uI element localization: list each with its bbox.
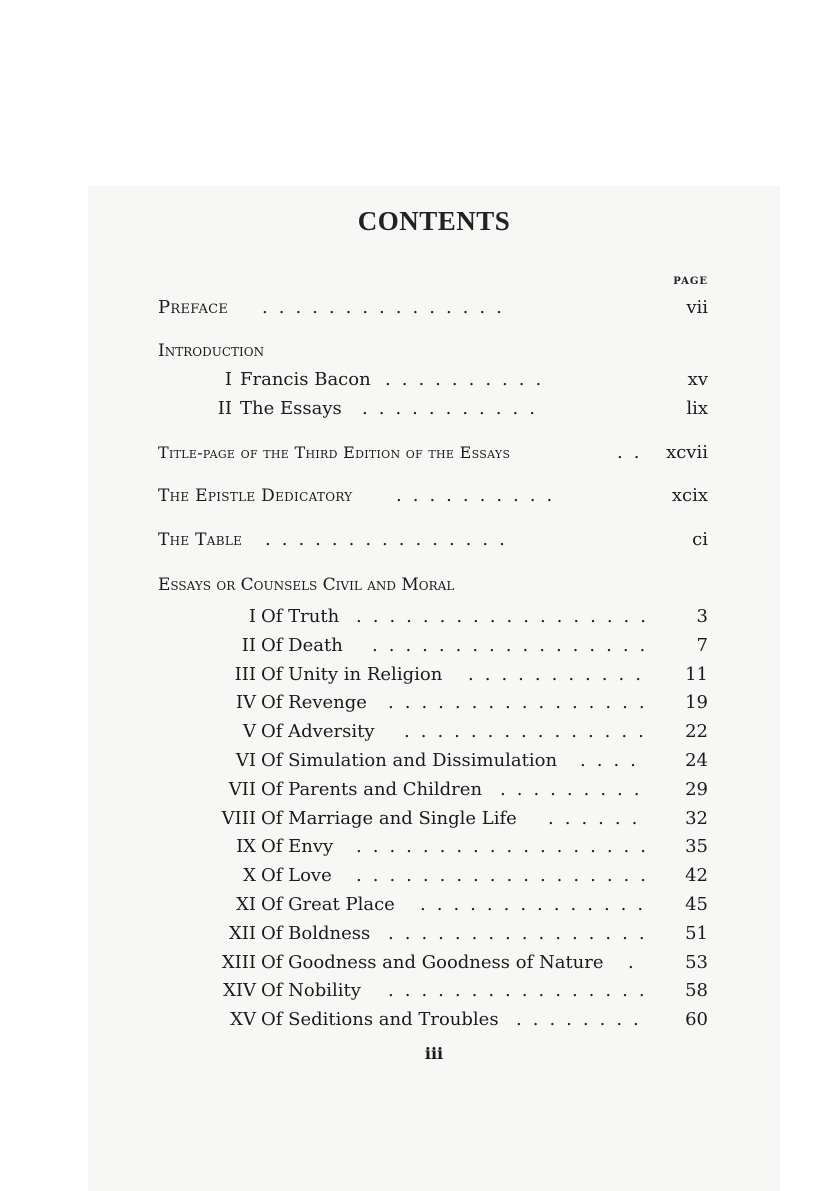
toc-label: Of Boldness: [261, 923, 371, 944]
leader-dots: ................: [388, 923, 656, 944]
toc-numeral: II: [241, 635, 256, 656]
toc-page: 22: [685, 721, 708, 742]
toc-numeral: I: [248, 606, 256, 627]
leader-dots: ..............: [420, 894, 655, 915]
toc-label: Francis Bacon: [240, 369, 371, 390]
toc-page: 24: [685, 750, 708, 771]
toc-label: Of Goodness and Goodness of Nature: [261, 952, 604, 973]
leader-dots: .........: [500, 779, 651, 800]
leader-dots: ...............: [404, 721, 655, 742]
toc-label: Of Revenge: [261, 692, 367, 713]
toc-page: 32: [685, 808, 708, 829]
toc-entry-essay[interactable]: [0, 634, 840, 658]
leader-dots: ...............: [265, 529, 516, 550]
toc-numeral: VII: [228, 779, 256, 800]
leader-dots: ......: [548, 808, 649, 829]
leader-dots: ..: [617, 442, 651, 463]
toc-page: 42: [685, 865, 708, 886]
toc-numeral: I: [224, 369, 232, 390]
toc-page: 7: [696, 635, 708, 656]
toc-entry-table[interactable]: [0, 528, 840, 552]
toc-page: xcix: [671, 485, 708, 506]
toc-entry-essay[interactable]: [0, 605, 840, 629]
section-heading-essays: Essays or Counsels Civil and Moral: [158, 575, 455, 595]
toc-entry-epistle[interactable]: [0, 484, 840, 508]
section-heading-introduction: Introduction: [158, 341, 265, 361]
toc-entry-intro-2[interactable]: [0, 397, 840, 421]
leader-dots: ...........: [362, 398, 546, 419]
toc-entry-intro-1[interactable]: [0, 368, 840, 392]
toc-numeral: XV: [230, 1009, 256, 1030]
toc-entry-essay[interactable]: [0, 951, 840, 975]
leader-dots: ....: [580, 750, 647, 771]
toc-label: Of Seditions and Troubles: [261, 1009, 499, 1030]
toc-page: 35: [685, 836, 708, 857]
toc-entry-preface[interactable]: [0, 296, 840, 320]
leader-dots: ..................: [356, 865, 657, 886]
toc-label: Of Adversity: [261, 721, 375, 742]
leader-dots: .: [628, 952, 645, 973]
toc-entry-essay[interactable]: [0, 663, 840, 687]
toc-page: 3: [696, 606, 708, 627]
toc-numeral: V: [243, 721, 256, 742]
toc-entry-essay[interactable]: [0, 778, 840, 802]
toc-entry-essay[interactable]: [0, 720, 840, 744]
toc-page: 51: [685, 923, 708, 944]
toc-entry-essay[interactable]: [0, 1008, 840, 1032]
toc-page: xv: [687, 369, 708, 390]
page-column-header: PAGE: [673, 276, 708, 287]
toc-entry-essay[interactable]: [0, 922, 840, 946]
toc-entry-essay[interactable]: [0, 864, 840, 888]
toc-entry-essay[interactable]: [0, 807, 840, 831]
toc-page: 58: [685, 980, 708, 1001]
toc-label: Preface: [158, 297, 229, 318]
toc-label: Of Parents and Children: [261, 779, 483, 800]
toc-page: ci: [692, 529, 708, 550]
toc-label: The Epistle Dedicatory: [158, 486, 353, 506]
leader-dots: .................: [372, 635, 657, 656]
toc-label: Title-page of the Third Edition of the Essays: [158, 443, 511, 462]
leader-dots: ..................: [356, 606, 657, 627]
toc-numeral: IX: [236, 836, 256, 857]
toc-entry-essay[interactable]: [0, 835, 840, 859]
toc-page: xcvii: [666, 442, 708, 463]
toc-label: Of Marriage and Single Life: [261, 808, 517, 829]
toc-numeral: XI: [236, 894, 256, 915]
toc-numeral: II: [217, 398, 232, 419]
toc-page: lix: [686, 398, 708, 419]
toc-label: The Table: [158, 530, 243, 550]
toc-page: 29: [685, 779, 708, 800]
toc-numeral: III: [234, 664, 256, 685]
leader-dots: ................: [388, 980, 656, 1001]
toc-label: Of Envy: [261, 836, 334, 857]
toc-label: Of Unity in Religion: [261, 664, 443, 685]
toc-page: vii: [686, 297, 708, 318]
leader-dots: ...........: [468, 664, 652, 685]
toc-numeral: VIII: [221, 808, 256, 829]
leader-dots: ................: [388, 692, 656, 713]
toc-label: Of Great Place: [261, 894, 395, 915]
toc-entry-essay[interactable]: [0, 691, 840, 715]
toc-page: 11: [685, 664, 708, 685]
leader-dots: ..................: [356, 836, 657, 857]
leader-dots: ..........: [396, 485, 564, 506]
toc-page: 53: [685, 952, 708, 973]
page-folio: iii: [424, 1044, 444, 1063]
toc-numeral: XII: [228, 923, 256, 944]
page-sheet: [88, 186, 780, 1191]
leader-dots: ..........: [385, 369, 553, 390]
toc-page: 19: [685, 692, 708, 713]
contents-title: CONTENTS: [357, 206, 511, 236]
toc-label: Of Simulation and Dissimulation: [261, 750, 558, 771]
toc-entry-essay[interactable]: [0, 749, 840, 773]
toc-entry-title-page[interactable]: [0, 441, 840, 465]
toc-numeral: VI: [235, 750, 256, 771]
toc-label: Of Death: [261, 635, 343, 656]
toc-page: 60: [685, 1009, 708, 1030]
toc-label: Of Truth: [261, 606, 340, 627]
toc-label: Of Nobility: [261, 980, 361, 1001]
leader-dots: ...............: [262, 297, 513, 318]
toc-numeral: XIV: [223, 980, 256, 1001]
toc-numeral: XIII: [221, 952, 256, 973]
toc-label: The Essays: [240, 398, 342, 419]
toc-numeral: IV: [235, 692, 256, 713]
toc-numeral: X: [243, 865, 256, 886]
toc-entry-essay[interactable]: [0, 979, 840, 1003]
toc-page: 45: [685, 894, 708, 915]
toc-label: Of Love: [261, 865, 332, 886]
leader-dots: ........: [516, 1009, 650, 1030]
toc-entry-essay[interactable]: [0, 893, 840, 917]
